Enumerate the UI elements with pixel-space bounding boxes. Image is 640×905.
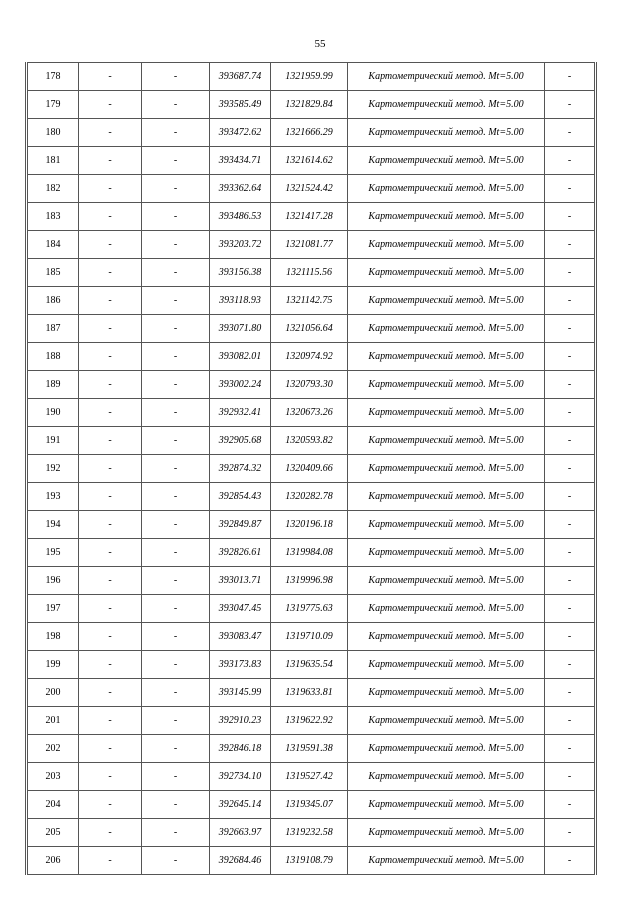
coordinates-table	[25, 62, 597, 875]
description-cell: -	[545, 427, 596, 455]
x-coordinate-cell: 392734.10	[210, 763, 271, 791]
point-number-cell: 201	[27, 707, 79, 735]
y-coordinate-cell: 1321081.77	[271, 231, 348, 259]
point-number-cell: 185	[27, 259, 79, 287]
point-number-cell: 191	[27, 427, 79, 455]
point-number-cell: 200	[27, 679, 79, 707]
description-cell: -	[545, 679, 596, 707]
empty-value-cell: -	[79, 679, 142, 707]
x-coordinate-cell: 393082.01	[210, 343, 271, 371]
method-cell: Картометрический метод. Mt=5.00	[348, 371, 545, 399]
description-cell: -	[545, 231, 596, 259]
y-coordinate-cell: 1320974.92	[271, 343, 348, 371]
point-number-cell: 188	[27, 343, 79, 371]
y-coordinate-cell: 1319527.42	[271, 763, 348, 791]
method-cell: Картометрический метод. Mt=5.00	[348, 539, 545, 567]
empty-value-cell: -	[142, 595, 210, 623]
empty-value-cell: -	[142, 203, 210, 231]
empty-value-cell: -	[79, 315, 142, 343]
empty-value-cell: -	[142, 651, 210, 679]
empty-value-cell: -	[79, 707, 142, 735]
x-coordinate-cell: 392849.87	[210, 511, 271, 539]
y-coordinate-cell: 1321056.64	[271, 315, 348, 343]
x-coordinate-cell: 393434.71	[210, 147, 271, 175]
x-coordinate-cell: 393156.38	[210, 259, 271, 287]
empty-value-cell: -	[142, 791, 210, 819]
y-coordinate-cell: 1319996.98	[271, 567, 348, 595]
table-row	[27, 175, 596, 203]
method-cell: Картометрический метод. Mt=5.00	[348, 203, 545, 231]
table-row	[27, 623, 596, 651]
method-cell: Картометрический метод. Mt=5.00	[348, 847, 545, 875]
empty-value-cell: -	[142, 623, 210, 651]
point-number-cell: 205	[27, 819, 79, 847]
description-cell: -	[545, 651, 596, 679]
empty-value-cell: -	[79, 231, 142, 259]
method-cell: Картометрический метод. Mt=5.00	[348, 343, 545, 371]
table-row	[27, 343, 596, 371]
table-row	[27, 259, 596, 287]
x-coordinate-cell: 392684.46	[210, 847, 271, 875]
method-cell: Картометрический метод. Mt=5.00	[348, 231, 545, 259]
point-number-cell: 193	[27, 483, 79, 511]
table-row	[27, 511, 596, 539]
description-cell: -	[545, 623, 596, 651]
x-coordinate-cell: 392874.32	[210, 455, 271, 483]
description-cell: -	[545, 791, 596, 819]
method-cell: Картометрический метод. Mt=5.00	[348, 287, 545, 315]
table-row	[27, 651, 596, 679]
method-cell: Картометрический метод. Mt=5.00	[348, 819, 545, 847]
y-coordinate-cell: 1319635.54	[271, 651, 348, 679]
point-number-cell: 196	[27, 567, 79, 595]
empty-value-cell: -	[142, 147, 210, 175]
x-coordinate-cell: 393145.99	[210, 679, 271, 707]
table-row	[27, 399, 596, 427]
description-cell: -	[545, 371, 596, 399]
point-number-cell: 189	[27, 371, 79, 399]
empty-value-cell: -	[142, 847, 210, 875]
empty-value-cell: -	[79, 63, 142, 91]
y-coordinate-cell: 1321417.28	[271, 203, 348, 231]
method-cell: Картометрический метод. Mt=5.00	[348, 567, 545, 595]
empty-value-cell: -	[142, 679, 210, 707]
empty-value-cell: -	[142, 259, 210, 287]
x-coordinate-cell: 393013.71	[210, 567, 271, 595]
description-cell: -	[545, 343, 596, 371]
x-coordinate-cell: 392663.97	[210, 819, 271, 847]
description-cell: -	[545, 763, 596, 791]
x-coordinate-cell: 393083.47	[210, 623, 271, 651]
table-row	[27, 371, 596, 399]
point-number-cell: 180	[27, 119, 79, 147]
empty-value-cell: -	[79, 483, 142, 511]
point-number-cell: 183	[27, 203, 79, 231]
y-coordinate-cell: 1321614.62	[271, 147, 348, 175]
method-cell: Картометрический метод. Mt=5.00	[348, 455, 545, 483]
x-coordinate-cell: 393472.62	[210, 119, 271, 147]
y-coordinate-cell: 1319232.58	[271, 819, 348, 847]
y-coordinate-cell: 1320409.66	[271, 455, 348, 483]
y-coordinate-cell: 1321115.56	[271, 259, 348, 287]
method-cell: Картометрический метод. Mt=5.00	[348, 63, 545, 91]
method-cell: Картометрический метод. Mt=5.00	[348, 623, 545, 651]
point-number-cell: 187	[27, 315, 79, 343]
x-coordinate-cell: 393203.72	[210, 231, 271, 259]
description-cell: -	[545, 119, 596, 147]
empty-value-cell: -	[142, 483, 210, 511]
table-row	[27, 315, 596, 343]
empty-value-cell: -	[79, 399, 142, 427]
point-number-cell: 204	[27, 791, 79, 819]
empty-value-cell: -	[79, 259, 142, 287]
description-cell: -	[545, 595, 596, 623]
method-cell: Картометрический метод. Mt=5.00	[348, 399, 545, 427]
method-cell: Картометрический метод. Mt=5.00	[348, 651, 545, 679]
empty-value-cell: -	[142, 315, 210, 343]
empty-value-cell: -	[142, 707, 210, 735]
y-coordinate-cell: 1320793.30	[271, 371, 348, 399]
method-cell: Картометрический метод. Mt=5.00	[348, 707, 545, 735]
empty-value-cell: -	[79, 511, 142, 539]
method-cell: Картометрический метод. Mt=5.00	[348, 147, 545, 175]
table-row	[27, 791, 596, 819]
description-cell: -	[545, 483, 596, 511]
x-coordinate-cell: 393486.53	[210, 203, 271, 231]
description-cell: -	[545, 147, 596, 175]
empty-value-cell: -	[79, 595, 142, 623]
y-coordinate-cell: 1319984.08	[271, 539, 348, 567]
method-cell: Картометрический метод. Mt=5.00	[348, 511, 545, 539]
description-cell: -	[545, 287, 596, 315]
empty-value-cell: -	[79, 119, 142, 147]
empty-value-cell: -	[79, 623, 142, 651]
x-coordinate-cell: 392826.61	[210, 539, 271, 567]
method-cell: Картометрический метод. Mt=5.00	[348, 595, 545, 623]
table-row	[27, 483, 596, 511]
description-cell: -	[545, 315, 596, 343]
point-number-cell: 181	[27, 147, 79, 175]
method-cell: Картометрический метод. Mt=5.00	[348, 483, 545, 511]
description-cell: -	[545, 175, 596, 203]
table-row	[27, 427, 596, 455]
table-row	[27, 203, 596, 231]
table-row	[27, 735, 596, 763]
method-cell: Картометрический метод. Mt=5.00	[348, 791, 545, 819]
empty-value-cell: -	[142, 287, 210, 315]
empty-value-cell: -	[79, 343, 142, 371]
empty-value-cell: -	[79, 455, 142, 483]
empty-value-cell: -	[142, 63, 210, 91]
empty-value-cell: -	[79, 203, 142, 231]
table-row	[27, 63, 596, 91]
empty-value-cell: -	[142, 511, 210, 539]
x-coordinate-cell: 393687.74	[210, 63, 271, 91]
y-coordinate-cell: 1319591.38	[271, 735, 348, 763]
description-cell: -	[545, 259, 596, 287]
empty-value-cell: -	[142, 427, 210, 455]
x-coordinate-cell: 393071.80	[210, 315, 271, 343]
empty-value-cell: -	[142, 455, 210, 483]
empty-value-cell: -	[142, 343, 210, 371]
empty-value-cell: -	[79, 651, 142, 679]
table-row	[27, 763, 596, 791]
x-coordinate-cell: 393118.93	[210, 287, 271, 315]
table-body	[27, 63, 596, 875]
empty-value-cell: -	[79, 763, 142, 791]
description-cell: -	[545, 91, 596, 119]
table-row	[27, 231, 596, 259]
x-coordinate-cell: 392854.43	[210, 483, 271, 511]
point-number-cell: 192	[27, 455, 79, 483]
empty-value-cell: -	[142, 371, 210, 399]
empty-value-cell: -	[142, 91, 210, 119]
point-number-cell: 198	[27, 623, 79, 651]
point-number-cell: 190	[27, 399, 79, 427]
empty-value-cell: -	[79, 427, 142, 455]
table-row	[27, 287, 596, 315]
description-cell: -	[545, 819, 596, 847]
method-cell: Картометрический метод. Mt=5.00	[348, 119, 545, 147]
point-number-cell: 186	[27, 287, 79, 315]
x-coordinate-cell: 393585.49	[210, 91, 271, 119]
description-cell: -	[545, 567, 596, 595]
y-coordinate-cell: 1321524.42	[271, 175, 348, 203]
point-number-cell: 182	[27, 175, 79, 203]
method-cell: Картометрический метод. Mt=5.00	[348, 763, 545, 791]
method-cell: Картометрический метод. Mt=5.00	[348, 315, 545, 343]
empty-value-cell: -	[142, 231, 210, 259]
method-cell: Картометрический метод. Mt=5.00	[348, 91, 545, 119]
x-coordinate-cell: 392905.68	[210, 427, 271, 455]
description-cell: -	[545, 203, 596, 231]
point-number-cell: 197	[27, 595, 79, 623]
table-row	[27, 119, 596, 147]
point-number-cell: 195	[27, 539, 79, 567]
y-coordinate-cell: 1321959.99	[271, 63, 348, 91]
y-coordinate-cell: 1320673.26	[271, 399, 348, 427]
empty-value-cell: -	[79, 539, 142, 567]
point-number-cell: 203	[27, 763, 79, 791]
description-cell: -	[545, 735, 596, 763]
empty-value-cell: -	[79, 147, 142, 175]
page-number: 55	[314, 38, 326, 50]
empty-value-cell: -	[79, 91, 142, 119]
x-coordinate-cell: 392846.18	[210, 735, 271, 763]
empty-value-cell: -	[142, 819, 210, 847]
empty-value-cell: -	[142, 119, 210, 147]
description-cell: -	[545, 847, 596, 875]
y-coordinate-cell: 1319345.07	[271, 791, 348, 819]
y-coordinate-cell: 1319775.63	[271, 595, 348, 623]
table-row	[27, 819, 596, 847]
y-coordinate-cell: 1321829.84	[271, 91, 348, 119]
method-cell: Картометрический метод. Mt=5.00	[348, 259, 545, 287]
method-cell: Картометрический метод. Mt=5.00	[348, 427, 545, 455]
point-number-cell: 199	[27, 651, 79, 679]
method-cell: Картометрический метод. Mt=5.00	[348, 679, 545, 707]
y-coordinate-cell: 1320282.78	[271, 483, 348, 511]
description-cell: -	[545, 511, 596, 539]
point-number-cell: 184	[27, 231, 79, 259]
y-coordinate-cell: 1321666.29	[271, 119, 348, 147]
point-number-cell: 179	[27, 91, 79, 119]
y-coordinate-cell: 1319710.09	[271, 623, 348, 651]
empty-value-cell: -	[79, 847, 142, 875]
x-coordinate-cell: 392910.23	[210, 707, 271, 735]
y-coordinate-cell: 1320196.18	[271, 511, 348, 539]
point-number-cell: 202	[27, 735, 79, 763]
y-coordinate-cell: 1319622.92	[271, 707, 348, 735]
empty-value-cell: -	[79, 175, 142, 203]
table-row	[27, 91, 596, 119]
point-number-cell: 178	[27, 63, 79, 91]
empty-value-cell: -	[79, 735, 142, 763]
empty-value-cell: -	[142, 735, 210, 763]
empty-value-cell: -	[79, 287, 142, 315]
table-row	[27, 539, 596, 567]
empty-value-cell: -	[79, 371, 142, 399]
description-cell: -	[545, 399, 596, 427]
y-coordinate-cell: 1320593.82	[271, 427, 348, 455]
point-number-cell: 194	[27, 511, 79, 539]
description-cell: -	[545, 63, 596, 91]
empty-value-cell: -	[142, 539, 210, 567]
y-coordinate-cell: 1319108.79	[271, 847, 348, 875]
x-coordinate-cell: 393173.83	[210, 651, 271, 679]
description-cell: -	[545, 539, 596, 567]
x-coordinate-cell: 392645.14	[210, 791, 271, 819]
x-coordinate-cell: 393047.45	[210, 595, 271, 623]
description-cell: -	[545, 707, 596, 735]
empty-value-cell: -	[142, 399, 210, 427]
empty-value-cell: -	[79, 819, 142, 847]
table-row	[27, 847, 596, 875]
x-coordinate-cell: 393002.24	[210, 371, 271, 399]
point-number-cell: 206	[27, 847, 79, 875]
table-row	[27, 147, 596, 175]
method-cell: Картометрический метод. Mt=5.00	[348, 175, 545, 203]
empty-value-cell: -	[142, 763, 210, 791]
table-row	[27, 455, 596, 483]
method-cell: Картометрический метод. Mt=5.00	[348, 735, 545, 763]
empty-value-cell: -	[142, 175, 210, 203]
empty-value-cell: -	[79, 567, 142, 595]
y-coordinate-cell: 1321142.75	[271, 287, 348, 315]
x-coordinate-cell: 392932.41	[210, 399, 271, 427]
table-row	[27, 707, 596, 735]
description-cell: -	[545, 455, 596, 483]
empty-value-cell: -	[79, 791, 142, 819]
empty-value-cell: -	[142, 567, 210, 595]
x-coordinate-cell: 393362.64	[210, 175, 271, 203]
table-row	[27, 567, 596, 595]
table-row	[27, 679, 596, 707]
y-coordinate-cell: 1319633.81	[271, 679, 348, 707]
table-row	[27, 595, 596, 623]
